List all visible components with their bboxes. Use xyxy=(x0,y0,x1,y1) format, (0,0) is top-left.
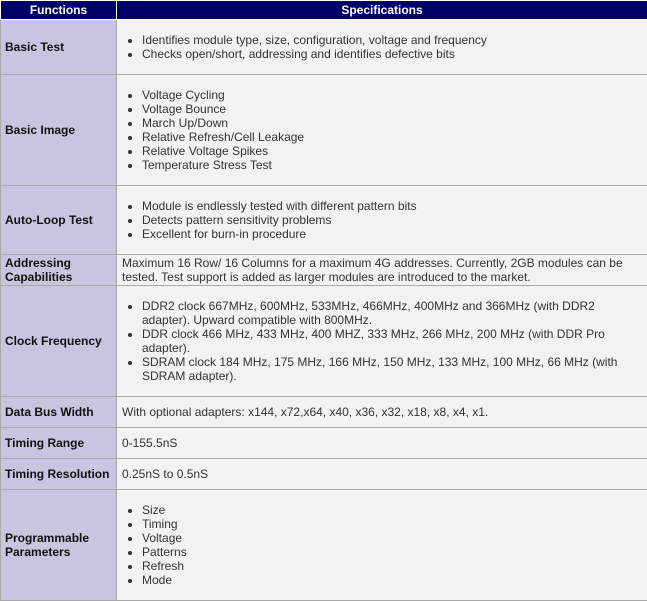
function-name-clock-frequency: Clock Frequency xyxy=(1,286,117,397)
function-name-auto-loop-test: Auto-Loop Test xyxy=(1,186,117,255)
spec-timing-range xyxy=(117,428,647,459)
function-name-basic-test: Basic Test xyxy=(1,20,117,75)
table-row xyxy=(1,428,647,459)
table-row xyxy=(1,75,647,186)
functions-header: Functions xyxy=(1,1,117,20)
spec-list xyxy=(122,33,642,61)
list-item: • Voltage Bounce xyxy=(142,102,642,116)
list-item: • Refresh xyxy=(142,559,642,573)
list-item: • DDR clock 466 MHz, 433 MHz, 400 MHZ, 333 MHz, 266 MHz, 200 MHz (with DDR Pro adapter). xyxy=(142,327,642,355)
table-row xyxy=(1,286,647,397)
list-item: • Voltage Cycling xyxy=(142,88,642,102)
specifications-header: Specifications xyxy=(117,1,647,20)
spec-text: 0-155.5nS xyxy=(122,436,178,450)
list-item: • Patterns xyxy=(142,545,642,559)
table-header-row xyxy=(1,1,647,20)
function-name-programmable-parameters: Programmable Parameters xyxy=(1,490,117,601)
spec-auto-loop-test xyxy=(117,186,647,255)
spec-data-bus-width xyxy=(117,397,647,428)
spec-list xyxy=(122,503,642,587)
list-item: • March Up/Down xyxy=(142,116,642,130)
spec-addressing-capabilities xyxy=(117,255,647,286)
table-row xyxy=(1,490,647,601)
list-item: • Size xyxy=(142,503,642,517)
spec-timing-resolution xyxy=(117,459,647,490)
function-name-addressing-capabilities: Addressing Capabilities xyxy=(1,255,117,286)
list-item: • Voltage xyxy=(142,531,642,545)
list-item: • Relative Refresh/Cell Leakage xyxy=(142,130,642,144)
table-row xyxy=(1,186,647,255)
function-name-timing-resolution: Timing Resolution xyxy=(1,459,117,490)
table-row xyxy=(1,397,647,428)
spec-text: With optional adapters: x144, x72,x64, x40, x36, x32, x18, x8, x4, x1. xyxy=(122,405,489,419)
list-item: • Mode xyxy=(142,573,642,587)
spec-basic-image xyxy=(117,75,647,186)
spec-basic-test xyxy=(117,20,647,75)
spec-list xyxy=(122,199,642,241)
list-item: • DDR2 clock 667MHz, 600MHz, 533MHz, 466MHz, 400MHz and 366MHz (with DDR2 adapter). Upward compatible with 800MHz. xyxy=(142,299,642,327)
spec-list xyxy=(122,88,642,172)
list-item: • Module is endlessly tested with different pattern bits xyxy=(142,199,642,213)
spec-text: 0.25nS to 0.5nS xyxy=(122,467,209,481)
spec-programmable-parameters xyxy=(117,490,647,601)
function-name-basic-image: Basic Image xyxy=(1,75,117,186)
function-name-data-bus-width: Data Bus Width xyxy=(1,397,117,428)
list-item: • Temperature Stress Test xyxy=(142,158,642,172)
table-row xyxy=(1,459,647,490)
spec-list xyxy=(122,299,642,383)
list-item: • SDRAM clock 184 MHz, 175 MHz, 166 MHz, 150 MHz, 133 MHz, 100 MHz, 66 MHz (with SDRAM adapter). xyxy=(142,355,642,383)
list-item: • Identifies module type, size, configuration, voltage and frequency xyxy=(142,33,642,47)
list-item: • Checks open/short, addressing and identifies defective bits xyxy=(142,47,642,61)
table-row xyxy=(1,255,647,286)
function-name-timing-range: Timing Range xyxy=(1,428,117,459)
list-item: • Detects pattern sensitivity problems xyxy=(142,213,642,227)
list-item: • Relative Voltage Spikes xyxy=(142,144,642,158)
list-item: • Excellent for burn-in procedure xyxy=(142,227,642,241)
spec-text: Maximum 16 Row/ 16 Columns for a maximum 4G addresses. Currently, 2GB modules can be tested. Test support is added as larger modules are introduced to the market. xyxy=(122,256,623,284)
spec-clock-frequency xyxy=(117,286,647,397)
table-row xyxy=(1,20,647,75)
list-item: • Timing xyxy=(142,517,642,531)
